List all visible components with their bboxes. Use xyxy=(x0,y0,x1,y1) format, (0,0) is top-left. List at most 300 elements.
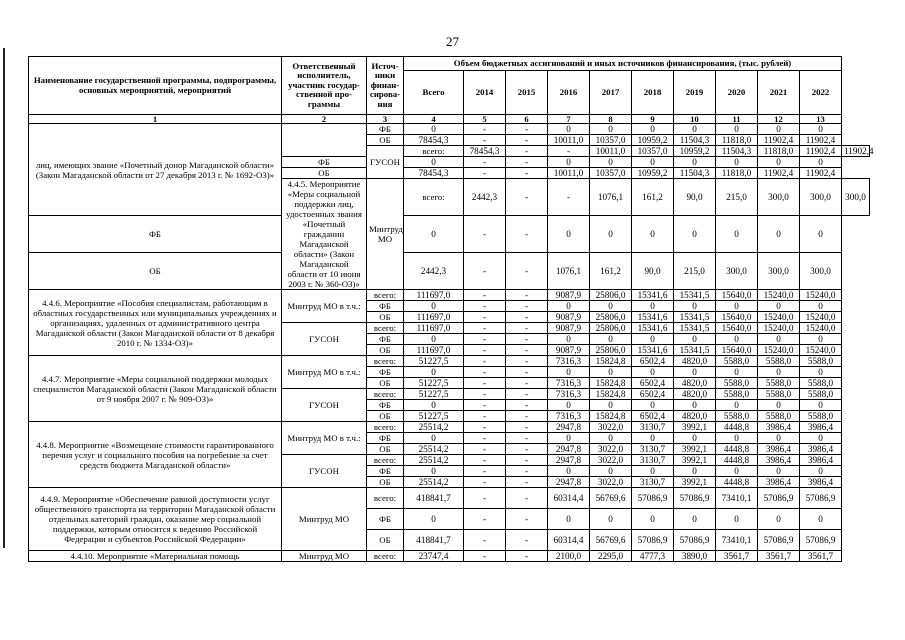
year-value-cell: 3986,4 xyxy=(800,455,842,466)
year-value-cell: 0 xyxy=(590,301,632,312)
year-value-cell: 3986,4 xyxy=(800,444,842,455)
year-value-cell: - xyxy=(464,124,506,135)
year-value-cell: 3022,0 xyxy=(590,444,632,455)
funding-source-cell: ФБ xyxy=(367,124,404,135)
year-value-cell: 10959,2 xyxy=(674,146,716,157)
year-value-cell: 0 xyxy=(674,466,716,477)
year-value-cell: - xyxy=(506,334,548,345)
year-value-cell: 5588,0 xyxy=(716,356,758,367)
year-value-cell: 0 xyxy=(758,301,800,312)
year-value-cell: 0 xyxy=(716,509,758,530)
year-value-cell: 0 xyxy=(548,509,590,530)
year-value-cell: 11504,3 xyxy=(674,135,716,146)
funding-source-cell: всего: xyxy=(404,179,464,216)
year-value-cell: - xyxy=(464,455,506,466)
header-year: 2019 xyxy=(674,71,716,115)
program-name-cell: лиц, имеющих звание «Почетный донор Магаданской области» (Закон Магаданской области от 27 декабря 2013 г. № 1692-ОЗ)» xyxy=(29,124,282,216)
year-value-cell: 0 xyxy=(548,301,590,312)
year-value-cell: - xyxy=(506,216,548,253)
page-number: 27 xyxy=(446,34,459,49)
year-value-cell: - xyxy=(506,301,548,312)
year-value-cell: 0 xyxy=(800,334,842,345)
year-value-cell: 0 xyxy=(800,509,842,530)
total-value-cell: 2442,3 xyxy=(404,253,464,290)
total-value-cell: 51227,5 xyxy=(404,378,464,389)
year-value-cell: 5588,0 xyxy=(758,411,800,422)
program-name-cell: 4.4.7. Мероприятие «Меры социальной поддержки молодых специалистов Магаданской области (Закон Магаданской области от 9 ноября 2007 г. № 909-ОЗ)» xyxy=(29,356,282,422)
funding-source-cell: ФБ xyxy=(29,216,282,253)
year-value-cell: 2947,8 xyxy=(548,455,590,466)
year-value-cell: - xyxy=(464,378,506,389)
year-value-cell: 0 xyxy=(632,216,674,253)
header-name: Наименование государственной программы, подпрограммы, основных мероприятий, мероприятий xyxy=(29,57,282,115)
year-value-cell: 57086,9 xyxy=(758,488,800,509)
funding-source-cell: ОБ xyxy=(367,345,404,356)
year-value-cell: 90,0 xyxy=(632,253,674,290)
year-value-cell: 15824,8 xyxy=(590,389,632,400)
year-value-cell: 0 xyxy=(590,367,632,378)
year-value-cell: 25806,0 xyxy=(590,345,632,356)
year-value-cell: 0 xyxy=(674,433,716,444)
year-value-cell: 0 xyxy=(674,216,716,253)
year-value-cell: 15824,8 xyxy=(590,411,632,422)
column-index-row xyxy=(29,115,870,124)
year-value-cell: 15640,0 xyxy=(716,345,758,356)
table-row xyxy=(29,422,870,433)
year-value-cell: 11902,4 xyxy=(800,146,842,157)
year-value-cell: 5588,0 xyxy=(716,378,758,389)
year-value-cell: 0 xyxy=(758,157,800,168)
year-value-cell: 3561,7 xyxy=(716,551,758,562)
year-value-cell: 5588,0 xyxy=(800,389,842,400)
year-value-cell: - xyxy=(464,488,506,509)
year-value-cell: 0 xyxy=(674,157,716,168)
year-value-cell: 0 xyxy=(632,124,674,135)
column-index-cell: 5 xyxy=(464,115,506,124)
funding-source-cell: ОБ xyxy=(367,444,404,455)
year-value-cell: 15341,5 xyxy=(674,345,716,356)
year-value-cell: 15240,0 xyxy=(758,323,800,334)
program-name-cell: 4.4.9. Мероприятие «Обеспечение равной доступности услуг общественного транспорта на территории Магаданской области отдельных категорий граждан, оказание мер социальной поддержки, которым относится к ведению Российской Федерации и субъектов Российской Федерации» xyxy=(29,488,282,551)
year-value-cell: 2947,8 xyxy=(548,444,590,455)
table-row xyxy=(29,551,870,562)
total-value-cell: 25514,2 xyxy=(404,455,464,466)
year-value-cell: 0 xyxy=(716,400,758,411)
year-value-cell: 15341,6 xyxy=(632,290,674,301)
year-value-cell: 0 xyxy=(758,433,800,444)
year-value-cell: 6502,4 xyxy=(632,411,674,422)
year-value-cell: - xyxy=(506,378,548,389)
year-value-cell: 0 xyxy=(632,367,674,378)
year-value-cell: 25806,0 xyxy=(590,312,632,323)
year-value-cell: - xyxy=(464,400,506,411)
year-value-cell: 10011,0 xyxy=(548,168,590,179)
total-value-cell: 25514,2 xyxy=(404,477,464,488)
column-index-cell: 1 xyxy=(29,115,282,124)
year-value-cell: 215,0 xyxy=(674,253,716,290)
year-value-cell: - xyxy=(506,509,548,530)
funding-source-cell: ФБ xyxy=(367,367,404,378)
year-value-cell: 7316,3 xyxy=(548,411,590,422)
total-value-cell: 25514,2 xyxy=(404,444,464,455)
year-value-cell: 0 xyxy=(632,400,674,411)
total-value-cell: 111697,0 xyxy=(404,312,464,323)
year-value-cell: - xyxy=(506,253,548,290)
year-value-cell: - xyxy=(506,400,548,411)
year-value-cell: - xyxy=(506,411,548,422)
year-value-cell: 0 xyxy=(758,466,800,477)
year-value-cell: - xyxy=(506,488,548,509)
year-value-cell: 73410,1 xyxy=(716,488,758,509)
year-value-cell: - xyxy=(464,530,506,551)
year-value-cell: 5588,0 xyxy=(758,356,800,367)
year-value-cell: - xyxy=(464,157,506,168)
program-name-cell: 4.4.6. Мероприятие «Пособия специалистам, работающим в областных государственных или муниципальных учреждениях и организациях, удаленных от административного центра Магаданской области (Закон Магаданской области от 8 декабря 2010 г. № 1334-ОЗ)» xyxy=(29,290,282,356)
year-value-cell: - xyxy=(506,433,548,444)
funding-source-cell: всего: xyxy=(367,422,404,433)
header-source: Источ- ники финан- сирова- ния xyxy=(367,57,404,115)
total-value-cell: 0 xyxy=(404,216,464,253)
year-value-cell: 2295,0 xyxy=(590,551,632,562)
year-value-cell: - xyxy=(464,301,506,312)
year-value-cell: 0 xyxy=(632,301,674,312)
year-value-cell: 0 xyxy=(548,157,590,168)
year-value-cell: 161,2 xyxy=(590,253,632,290)
year-value-cell: 25806,0 xyxy=(590,290,632,301)
year-value-cell: - xyxy=(506,389,548,400)
year-value-cell: 9087,9 xyxy=(548,345,590,356)
year-value-cell: 15341,5 xyxy=(674,312,716,323)
year-value-cell: 2100,0 xyxy=(548,551,590,562)
funding-source-cell: всего: xyxy=(367,323,404,334)
year-value-cell: 0 xyxy=(758,124,800,135)
total-value-cell: 111697,0 xyxy=(404,345,464,356)
year-value-cell: 1076,1 xyxy=(590,179,632,216)
year-value-cell: 11902,4 xyxy=(758,168,800,179)
year-value-cell: 0 xyxy=(716,157,758,168)
executor-cell: Минтруд МО xyxy=(367,179,404,290)
year-value-cell: 0 xyxy=(800,216,842,253)
year-value-cell: 5588,0 xyxy=(800,378,842,389)
year-value-cell: - xyxy=(506,157,548,168)
year-value-cell: 0 xyxy=(800,433,842,444)
year-value-cell: 1076,1 xyxy=(548,253,590,290)
year-value-cell: - xyxy=(464,334,506,345)
header-total: Всего xyxy=(404,71,464,115)
year-value-cell: 9087,9 xyxy=(548,323,590,334)
year-value-cell: - xyxy=(506,477,548,488)
year-value-cell: 0 xyxy=(800,400,842,411)
total-value-cell: 23747,4 xyxy=(404,551,464,562)
executor-cell: Минтруд МО в т.ч.: xyxy=(282,290,367,323)
year-value-cell: - xyxy=(506,124,548,135)
year-value-cell: 4448,8 xyxy=(716,422,758,433)
funding-source-cell: ОБ xyxy=(29,253,282,290)
year-value-cell: 11902,4 xyxy=(800,135,842,146)
year-value-cell: 11818,0 xyxy=(758,146,800,157)
year-value-cell: - xyxy=(506,179,548,216)
year-value-cell: 4448,8 xyxy=(716,444,758,455)
year-value-cell: 0 xyxy=(590,124,632,135)
year-value-cell: 0 xyxy=(800,124,842,135)
column-index-cell: 3 xyxy=(367,115,404,124)
total-value-cell: 0 xyxy=(404,400,464,411)
year-value-cell: - xyxy=(506,290,548,301)
year-value-cell: 57086,9 xyxy=(632,530,674,551)
year-value-cell: 0 xyxy=(548,216,590,253)
year-value-cell: 57086,9 xyxy=(758,530,800,551)
year-value-cell: 7316,3 xyxy=(548,356,590,367)
total-value-cell: 51227,5 xyxy=(404,411,464,422)
year-value-cell: 0 xyxy=(716,466,758,477)
year-value-cell: 5588,0 xyxy=(758,389,800,400)
year-value-cell: - xyxy=(548,146,590,157)
year-value-cell: 60314,4 xyxy=(548,488,590,509)
year-value-cell: 10357,0 xyxy=(632,146,674,157)
year-value-cell: - xyxy=(464,312,506,323)
year-value-cell: 25806,0 xyxy=(590,323,632,334)
column-index-cell: 12 xyxy=(758,115,800,124)
year-value-cell: 73410,1 xyxy=(716,530,758,551)
year-value-cell: 0 xyxy=(716,433,758,444)
year-value-cell: 6502,4 xyxy=(632,378,674,389)
year-value-cell: 57086,9 xyxy=(632,488,674,509)
year-value-cell: 0 xyxy=(590,216,632,253)
year-value-cell: 4448,8 xyxy=(716,455,758,466)
year-value-cell: 300,0 xyxy=(758,179,800,216)
year-value-cell: 15341,6 xyxy=(632,312,674,323)
year-value-cell: 0 xyxy=(674,367,716,378)
total-value-cell: 0 xyxy=(404,301,464,312)
year-value-cell: 5588,0 xyxy=(716,389,758,400)
year-value-cell: - xyxy=(464,216,506,253)
year-value-cell: 0 xyxy=(674,124,716,135)
year-value-cell: 15640,0 xyxy=(716,323,758,334)
total-value-cell: 111697,0 xyxy=(404,323,464,334)
year-value-cell: 6502,4 xyxy=(632,389,674,400)
year-value-cell: 57086,9 xyxy=(800,530,842,551)
year-value-cell: 11818,0 xyxy=(716,168,758,179)
year-value-cell: 3986,4 xyxy=(758,444,800,455)
executor-cell: Минтруд МО xyxy=(282,551,367,562)
year-value-cell: 300,0 xyxy=(758,253,800,290)
year-value-cell: 3986,4 xyxy=(758,477,800,488)
year-value-cell: 3992,1 xyxy=(674,444,716,455)
year-value-cell: - xyxy=(506,367,548,378)
year-value-cell: 0 xyxy=(716,334,758,345)
year-value-cell: 0 xyxy=(632,334,674,345)
year-value-cell: 15240,0 xyxy=(800,312,842,323)
year-value-cell: - xyxy=(506,422,548,433)
funding-source-cell: ОБ xyxy=(367,411,404,422)
year-value-cell: 60314,4 xyxy=(548,530,590,551)
year-value-cell: 300,0 xyxy=(716,253,758,290)
funding-source-cell: всего: xyxy=(404,146,464,157)
year-value-cell: 0 xyxy=(800,157,842,168)
year-value-cell: - xyxy=(464,253,506,290)
year-value-cell: 11902,4 xyxy=(842,146,870,157)
year-value-cell: 2947,8 xyxy=(548,477,590,488)
total-value-cell: 78454,3 xyxy=(404,135,464,146)
funding-source-cell: ФБ xyxy=(367,301,404,312)
total-value-cell: 0 xyxy=(404,124,464,135)
year-value-cell: 3986,4 xyxy=(758,455,800,466)
year-value-cell: 0 xyxy=(632,433,674,444)
total-value-cell: 0 xyxy=(404,466,464,477)
year-value-cell: 6502,4 xyxy=(632,356,674,367)
table-row xyxy=(29,216,870,253)
header-year: 2022 xyxy=(800,71,842,115)
year-value-cell: 4448,8 xyxy=(716,477,758,488)
year-value-cell: 15640,0 xyxy=(716,290,758,301)
funding-source-cell: всего: xyxy=(367,551,404,562)
total-value-cell: 0 xyxy=(404,509,464,530)
year-value-cell: 15240,0 xyxy=(800,290,842,301)
year-value-cell: 15341,5 xyxy=(674,323,716,334)
year-value-cell: 11818,0 xyxy=(716,135,758,146)
year-value-cell: 3022,0 xyxy=(590,477,632,488)
year-value-cell: - xyxy=(464,509,506,530)
year-value-cell: 0 xyxy=(716,216,758,253)
funding-source-cell: всего: xyxy=(367,389,404,400)
total-value-cell: 418841,7 xyxy=(404,530,464,551)
year-value-cell: - xyxy=(506,345,548,356)
year-value-cell: - xyxy=(506,168,548,179)
header-year: 2015 xyxy=(506,71,548,115)
column-index-cell: 8 xyxy=(590,115,632,124)
funding-source-cell: всего: xyxy=(367,290,404,301)
year-value-cell: - xyxy=(464,135,506,146)
year-value-cell: 15824,8 xyxy=(590,356,632,367)
year-value-cell: 0 xyxy=(674,301,716,312)
year-value-cell: 0 xyxy=(674,400,716,411)
year-value-cell: 0 xyxy=(590,157,632,168)
year-value-cell: 57086,9 xyxy=(800,488,842,509)
year-value-cell: 0 xyxy=(590,400,632,411)
year-value-cell: 0 xyxy=(548,367,590,378)
year-value-cell: - xyxy=(464,168,506,179)
executor-cell: ГУСОН xyxy=(282,455,367,488)
year-value-cell: 4820,0 xyxy=(674,411,716,422)
year-value-cell: 5588,0 xyxy=(716,411,758,422)
year-value-cell: 0 xyxy=(800,367,842,378)
year-value-cell: 0 xyxy=(590,466,632,477)
year-value-cell: 300,0 xyxy=(800,253,842,290)
year-value-cell: 5588,0 xyxy=(800,411,842,422)
year-value-cell: 56769,6 xyxy=(590,488,632,509)
year-value-cell: 3561,7 xyxy=(800,551,842,562)
year-value-cell: - xyxy=(464,433,506,444)
column-index-cell: 9 xyxy=(632,115,674,124)
column-index-cell: 10 xyxy=(674,115,716,124)
table-row xyxy=(29,356,870,367)
year-value-cell: - xyxy=(506,135,548,146)
year-value-cell: 3986,4 xyxy=(800,422,842,433)
year-value-cell: - xyxy=(506,323,548,334)
total-value-cell: 0 xyxy=(404,334,464,345)
year-value-cell: 10357,0 xyxy=(590,135,632,146)
year-value-cell: 3561,7 xyxy=(758,551,800,562)
year-value-cell: 3022,0 xyxy=(590,455,632,466)
year-value-cell: 11504,3 xyxy=(716,146,758,157)
funding-source-cell: ОБ xyxy=(367,378,404,389)
year-value-cell: - xyxy=(464,389,506,400)
year-value-cell: - xyxy=(464,466,506,477)
column-index-cell: 2 xyxy=(282,115,367,124)
column-index-cell: 11 xyxy=(716,115,758,124)
year-value-cell: 9087,9 xyxy=(548,290,590,301)
year-value-cell: 3130,7 xyxy=(632,422,674,433)
year-value-cell: 3992,1 xyxy=(674,455,716,466)
year-value-cell: - xyxy=(506,466,548,477)
year-value-cell: 9087,9 xyxy=(548,312,590,323)
year-value-cell: 3986,4 xyxy=(758,422,800,433)
year-value-cell: 5588,0 xyxy=(758,378,800,389)
year-value-cell: 11902,4 xyxy=(758,135,800,146)
year-value-cell: 300,0 xyxy=(842,179,870,216)
year-value-cell: 0 xyxy=(548,334,590,345)
year-value-cell: 0 xyxy=(758,216,800,253)
year-value-cell: 0 xyxy=(548,400,590,411)
year-value-cell: 0 xyxy=(548,466,590,477)
year-value-cell: 15240,0 xyxy=(800,345,842,356)
program-name-cell: 4.4.5. Мероприятие «Меры социальной поддержки лиц, удостоенных звания «Почетный гражданин Магаданской области» (Закон Магаданской области от 10 июня 2003 г. № 360-ОЗ)» xyxy=(282,179,367,290)
year-value-cell: 3130,7 xyxy=(632,444,674,455)
funding-source-cell: ФБ xyxy=(367,433,404,444)
year-value-cell: 0 xyxy=(716,367,758,378)
year-value-cell: 161,2 xyxy=(632,179,674,216)
year-value-cell: 0 xyxy=(548,124,590,135)
year-value-cell: - xyxy=(506,455,548,466)
funding-source-cell: ОБ xyxy=(367,477,404,488)
year-value-cell: 0 xyxy=(632,466,674,477)
funding-source-cell: всего: xyxy=(367,488,404,509)
funding-source-cell: ФБ xyxy=(367,334,404,345)
year-value-cell: 0 xyxy=(590,433,632,444)
total-value-cell: 51227,5 xyxy=(404,356,464,367)
year-value-cell: - xyxy=(464,444,506,455)
year-value-cell: - xyxy=(464,477,506,488)
table-row xyxy=(29,488,870,509)
page-edge-line xyxy=(3,48,5,548)
year-value-cell: 56769,6 xyxy=(590,530,632,551)
column-index-cell: 7 xyxy=(548,115,590,124)
funding-source-cell: ОБ xyxy=(367,312,404,323)
year-value-cell: 0 xyxy=(632,509,674,530)
year-value-cell: 7316,3 xyxy=(548,378,590,389)
year-value-cell: 0 xyxy=(590,334,632,345)
year-value-cell: - xyxy=(506,356,548,367)
year-value-cell: 10959,2 xyxy=(632,168,674,179)
year-value-cell: 5588,0 xyxy=(800,356,842,367)
header-executor: Ответственный исполнитель, участник государ- ственной про- граммы xyxy=(282,57,367,115)
year-value-cell: 11902,4 xyxy=(800,168,842,179)
year-value-cell: 10011,0 xyxy=(548,135,590,146)
year-value-cell: 15341,6 xyxy=(632,345,674,356)
year-value-cell: 4777,3 xyxy=(632,551,674,562)
year-value-cell: 3130,7 xyxy=(632,477,674,488)
total-value-cell: 2442,3 xyxy=(464,179,506,216)
year-value-cell: 0 xyxy=(758,400,800,411)
year-value-cell: 2947,8 xyxy=(548,422,590,433)
funding-source-cell: ФБ xyxy=(367,509,404,530)
header-year: 2021 xyxy=(758,71,800,115)
year-value-cell: 11504,3 xyxy=(674,168,716,179)
total-value-cell: 78454,3 xyxy=(404,168,464,179)
executor-cell: ГУСОН xyxy=(367,146,404,179)
year-value-cell: 3890,0 xyxy=(674,551,716,562)
executor-cell: Минтруд МО xyxy=(282,488,367,551)
